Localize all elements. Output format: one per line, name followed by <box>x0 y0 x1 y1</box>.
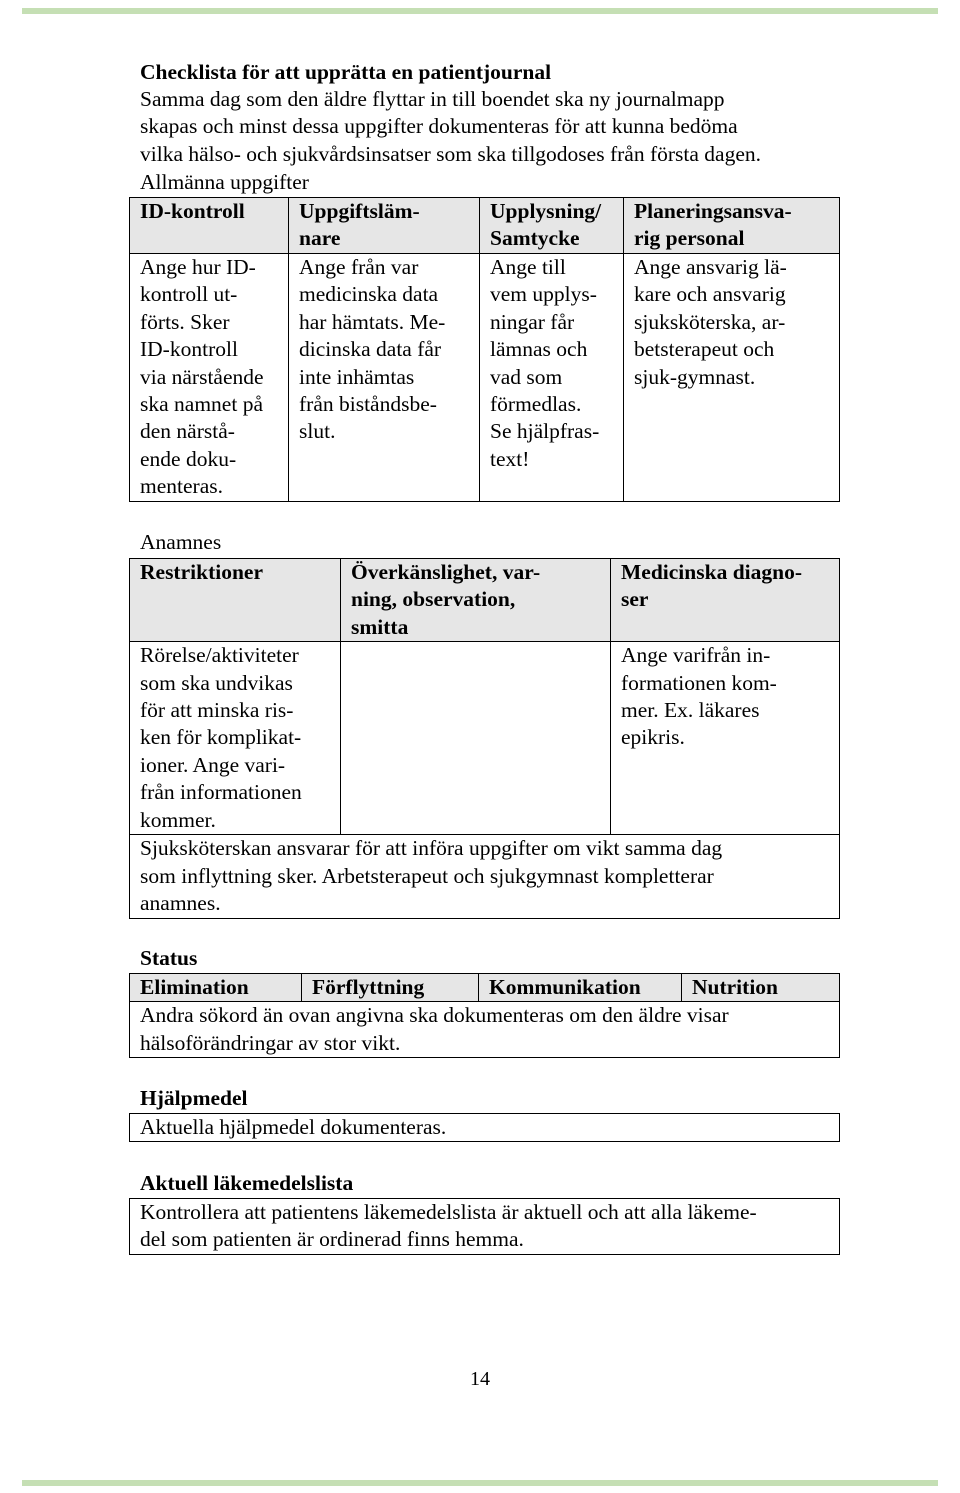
header-line: Restriktioner <box>140 560 263 584</box>
header-cell-uppgiftslamnare <box>289 198 480 254</box>
header-cell-elimination: Elimination <box>130 974 302 1002</box>
table-footer-row <box>130 835 840 919</box>
cell-status-note <box>130 1002 840 1058</box>
cell-line: för att minska ris- <box>140 698 294 723</box>
cell-line: epikris. <box>621 725 685 750</box>
cell-line: som ska undvikas <box>140 670 293 695</box>
bottom-accent-bar <box>22 1480 938 1486</box>
cell-line: Se hjälpfras- <box>490 419 600 444</box>
header-cell-forflyttning: Förflyttning <box>302 974 479 1002</box>
cell-line: del som patienten är ordinerad finns hemma. <box>140 1227 524 1252</box>
cell-line: menteras. <box>140 474 223 499</box>
cell-line: Ange ansvarig lä- <box>634 255 787 279</box>
header-line: Uppgiftsläm- <box>299 199 420 223</box>
intro-line: skapas och minst dessa uppgifter dokumenteras för att kunna bedöma <box>140 114 738 138</box>
header-cell-kommunikation: Kommunikation <box>479 974 682 1002</box>
cell-line: förts. Sker <box>140 309 230 334</box>
table-row <box>130 254 840 502</box>
header-line: nare <box>299 226 341 251</box>
cell-line: kare och ansvarig <box>634 282 786 307</box>
cell-hjalpmedel: Aktuella hjälpmedel dokumenteras. <box>130 1114 840 1142</box>
table-anamnes <box>129 558 840 919</box>
header-cell-nutrition: Nutrition <box>682 974 840 1002</box>
cell-uppgiftslamnare <box>289 254 480 502</box>
cell-line: från biståndsbe- <box>299 392 437 417</box>
header-line: Överkänslighet, var- <box>351 560 541 584</box>
header-line: smitta <box>351 614 409 639</box>
cell-line: Rörelse/aktiviteter <box>140 643 299 668</box>
section-heading-hjalpmedel: Hjälpmedel <box>140 1086 248 1110</box>
cell-line: formationen kom- <box>621 670 777 695</box>
table-allmanna-uppgifter <box>129 197 840 502</box>
cell-line: förmedlas. <box>490 392 582 417</box>
table-hjalpmedel <box>129 1113 840 1142</box>
cell-id-kontroll <box>130 254 289 502</box>
header-line: ning, observation, <box>351 587 516 612</box>
cell-line: Ange till <box>490 255 566 279</box>
cell-line: ska namnet på <box>140 392 263 417</box>
cell-line: från informationen <box>140 780 302 805</box>
cell-planeringsansvarig <box>624 254 840 502</box>
section-heading-status: Status <box>140 946 198 970</box>
cell-line: sjuk-gymnast. <box>634 364 756 389</box>
cell-line: vem upplys- <box>490 282 597 307</box>
cell-line: ende doku- <box>140 446 237 471</box>
intro-line: Samma dag som den äldre flyttar in till boendet ska ny journalmapp <box>140 87 725 111</box>
cell-line: dicinska data får <box>299 337 442 362</box>
header-line: rig personal <box>634 226 745 251</box>
cell-line: sjuksköterska, ar- <box>634 309 786 334</box>
table-row <box>130 1002 840 1058</box>
section-heading-allmanna: Allmänna uppgifter <box>140 170 309 194</box>
cell-line: medicinska data <box>299 282 439 307</box>
cell-line: anamnes. <box>140 891 221 916</box>
cell-line: inte inhämtas <box>299 364 415 389</box>
cell-line: text! <box>490 446 530 471</box>
cell-line: den närstå- <box>140 419 235 444</box>
cell-line: Andra sökord än ovan angivna ska dokumenteras om den äldre visar <box>140 1003 729 1028</box>
cell-line: ken för komplikat- <box>140 725 302 750</box>
header-line: Samtycke <box>490 226 580 251</box>
cell-anamnes-footer <box>130 835 840 919</box>
cell-line: mer. Ex. läkares <box>621 698 760 723</box>
page-number: 14 <box>470 1368 490 1390</box>
table-header-row <box>130 559 840 642</box>
header-line: ID-kontroll <box>140 199 245 223</box>
cell-overkanslighet <box>341 642 611 835</box>
cell-line: betsterapeut och <box>634 337 775 362</box>
cell-lakemedel <box>130 1199 840 1255</box>
top-accent-bar <box>22 8 938 14</box>
document-title: Checklista för att upprätta en patientjournal <box>140 60 552 84</box>
table-lakemedel <box>129 1198 840 1255</box>
cell-line: slut. <box>299 419 336 444</box>
cell-line: kontroll ut- <box>140 282 238 307</box>
cell-line: Ange hur ID- <box>140 255 256 279</box>
cell-line: kommer. <box>140 807 216 832</box>
section-heading-lakemedel: Aktuell läkemedelslista <box>140 1171 354 1195</box>
cell-restriktioner <box>130 642 341 835</box>
header-cell-overkanslighet <box>341 559 611 642</box>
header-cell-planeringsansvarig <box>624 198 840 254</box>
table-row <box>130 1199 840 1255</box>
cell-line: har hämtats. Me- <box>299 309 446 334</box>
cell-medicinska-diagnoser <box>611 642 840 835</box>
cell-line: Ange från var <box>299 255 419 279</box>
cell-line: Kontrollera att patientens läkemedelslista är aktuell och att alla läkeme- <box>140 1200 757 1224</box>
cell-line: ioner. Ange vari- <box>140 752 286 777</box>
intro-line: vilka hälso- och sjukvårdsinsatser som ska tillgodoses från första dagen. <box>140 142 761 166</box>
table-header-row <box>130 974 840 1002</box>
cell-line: vad som <box>490 364 563 389</box>
header-line: ser <box>621 587 649 612</box>
table-status <box>129 973 840 1058</box>
header-cell-upplysning <box>480 198 624 254</box>
table-row <box>130 1114 840 1142</box>
cell-line: som inflyttning sker. Arbetsterapeut och sjukgymnast kompletterar <box>140 863 714 888</box>
table-row <box>130 642 840 835</box>
cell-line: Ange varifrån in- <box>621 643 771 668</box>
cell-line: ningar får <box>490 309 575 334</box>
header-cell-id-kontroll <box>130 198 289 254</box>
cell-line: via närstående <box>140 364 264 389</box>
header-cell-restriktioner <box>130 559 341 642</box>
header-line: Medicinska diagno- <box>621 560 802 584</box>
header-cell-medicinska-diagnoser <box>611 559 840 642</box>
cell-line: lämnas och <box>490 337 588 362</box>
cell-line: ID-kontroll <box>140 337 238 362</box>
header-line: Planeringsansva- <box>634 199 792 223</box>
header-line: Upplysning/ <box>490 199 602 223</box>
cell-line: hälsoförändringar av stor vikt. <box>140 1030 401 1055</box>
cell-upplysning <box>480 254 624 502</box>
cell-line: Sjuksköterskan ansvarar för att införa uppgifter om vikt samma dag <box>140 836 723 861</box>
section-heading-anamnes: Anamnes <box>140 530 222 554</box>
table-header-row <box>130 198 840 254</box>
